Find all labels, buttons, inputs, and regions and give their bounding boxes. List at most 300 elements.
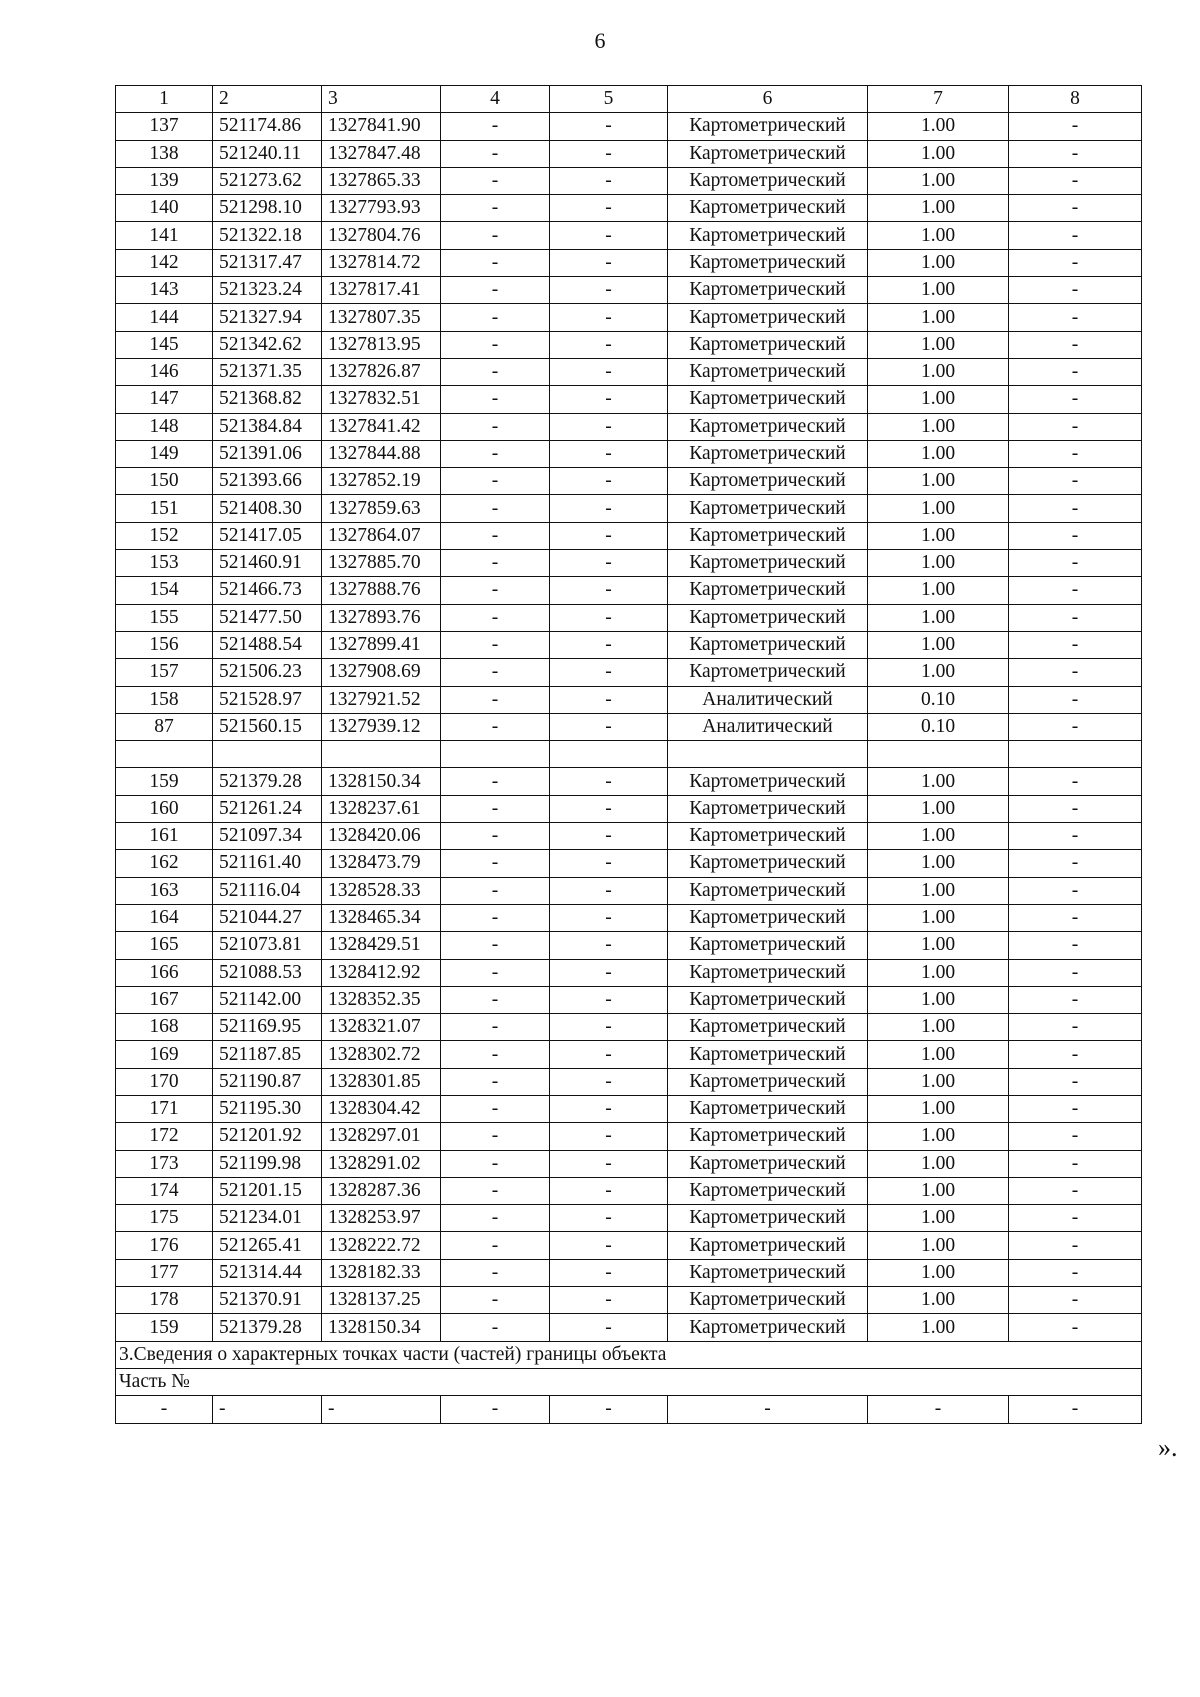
table-cell: 149 [116,440,213,467]
table-cell: 1.00 [868,495,1009,522]
table-cell: 1328150.34 [322,768,441,795]
part-label-row [116,1368,1142,1395]
table-cell: - [1009,413,1142,440]
table-cell: 8 [1009,86,1142,113]
table-cell: 1327888.76 [322,577,441,604]
table-cell: - [441,1287,550,1314]
table-cell: 521273.62 [213,167,322,194]
table-cell: 1328237.61 [322,795,441,822]
table-cell: 1.00 [868,1150,1009,1177]
table-cell: 521371.35 [213,358,322,385]
table-cell: - [441,850,550,877]
table-cell: 178 [116,1287,213,1314]
table-cell: 153 [116,550,213,577]
table-cell: - [1009,577,1142,604]
table-cell: 1 [116,86,213,113]
table-cell: 1.00 [868,659,1009,686]
table-cell: Картометрический [668,795,868,822]
table-cell: 1.00 [868,331,1009,358]
table-cell: - [550,1396,668,1423]
table-cell: 3 [322,86,441,113]
table-cell: - [1009,1123,1142,1150]
table-cell: 521317.47 [213,249,322,276]
table-cell: - [1009,823,1142,850]
table-cell: 1328222.72 [322,1232,441,1259]
table-cell: - [550,1123,668,1150]
table-cell: 2 [213,86,322,113]
table-cell: 142 [116,249,213,276]
table-row [116,604,1142,631]
table-cell [868,741,1009,768]
table-cell: - [1009,304,1142,331]
table-cell: 141 [116,222,213,249]
table-cell: 1328352.35 [322,986,441,1013]
table-cell: 1328287.36 [322,1177,441,1204]
table-cell: Картометрический [668,904,868,931]
table-cell [1009,741,1142,768]
table-cell: 521195.30 [213,1095,322,1122]
table-cell: Картометрический [668,1095,868,1122]
table-cell: - [213,1396,322,1423]
table-cell: 168 [116,1014,213,1041]
table-cell: - [441,959,550,986]
table-row [116,932,1142,959]
table-cell: 143 [116,277,213,304]
table-cell: 521506.23 [213,659,322,686]
table-cell: - [1009,1287,1142,1314]
table-cell: 166 [116,959,213,986]
table-cell: - [550,823,668,850]
table-cell: 521201.15 [213,1177,322,1204]
table-row [116,1232,1142,1259]
table-cell: 158 [116,686,213,713]
table-cell: - [550,959,668,986]
table-cell: 1328412.92 [322,959,441,986]
table-cell: - [1009,468,1142,495]
table-cell: - [441,823,550,850]
table-cell: Картометрический [668,823,868,850]
table-cell: - [1009,1068,1142,1095]
table-cell: - [1009,358,1142,385]
table-cell: 521088.53 [213,959,322,986]
table-cell: 1.00 [868,1041,1009,1068]
table-cell: 177 [116,1259,213,1286]
table-cell: 1.00 [868,249,1009,276]
table-cell: - [441,1014,550,1041]
table-cell: - [441,413,550,440]
table-row [116,768,1142,795]
table-cell: - [441,1396,550,1423]
table-cell: - [1009,795,1142,822]
table-cell: - [1009,713,1142,740]
table-cell: 173 [116,1150,213,1177]
coordinates-table [115,85,1142,1424]
table-cell: 1.00 [868,904,1009,931]
table-cell: - [550,222,668,249]
table-cell: 6 [668,86,868,113]
table-cell: 1.00 [868,113,1009,140]
table-cell: 1327844.88 [322,440,441,467]
table-row [116,468,1142,495]
table-cell: Картометрический [668,577,868,604]
table-cell: - [441,440,550,467]
table-cell: 1327793.93 [322,195,441,222]
table-cell: 1.00 [868,277,1009,304]
table-cell: - [441,904,550,931]
table-cell: 1.00 [868,140,1009,167]
table-cell: 7 [868,86,1009,113]
table-row [116,331,1142,358]
table-cell: 1328291.02 [322,1150,441,1177]
table-cell: 1327939.12 [322,713,441,740]
table-cell: 1.00 [868,850,1009,877]
table-cell: 1327885.70 [322,550,441,577]
table-cell: 521142.00 [213,986,322,1013]
table-cell: 521199.98 [213,1150,322,1177]
table-cell: 521322.18 [213,222,322,249]
table-cell: 1.00 [868,550,1009,577]
table-cell: 1.00 [868,986,1009,1013]
table-row [116,140,1142,167]
table-row [116,222,1142,249]
table-cell: Картометрический [668,1314,868,1341]
table-cell: - [441,140,550,167]
table-cell: 1327832.51 [322,386,441,413]
table-cell: 139 [116,167,213,194]
table-cell: 1327841.42 [322,413,441,440]
separator-row [116,741,1142,768]
table-cell: - [550,522,668,549]
table-cell: 1.00 [868,1259,1009,1286]
table-row [116,1205,1142,1232]
table-cell: 0.10 [868,713,1009,740]
table-cell: 138 [116,140,213,167]
table-cell: 521379.28 [213,1314,322,1341]
table-cell: - [550,277,668,304]
table-row [116,495,1142,522]
table-cell: 1328429.51 [322,932,441,959]
table-cell: 163 [116,877,213,904]
table-cell: 152 [116,522,213,549]
table-cell: 1327814.72 [322,249,441,276]
table-row [116,577,1142,604]
table-row [116,713,1142,740]
table-cell: 160 [116,795,213,822]
table-cell: 521169.95 [213,1014,322,1041]
table-cell: 1327908.69 [322,659,441,686]
table-cell: Картометрический [668,631,868,658]
table-cell: 147 [116,386,213,413]
table-cell: Картометрический [668,850,868,877]
table-cell: - [1009,850,1142,877]
table-cell: Картометрический [668,331,868,358]
table-cell: - [441,1095,550,1122]
table-cell: 159 [116,768,213,795]
table-cell: - [550,140,668,167]
table-cell: 1328302.72 [322,1041,441,1068]
table-cell: - [550,1287,668,1314]
table-row [116,167,1142,194]
table-cell: 521477.50 [213,604,322,631]
table-cell: 1327841.90 [322,113,441,140]
table-cell: Картометрический [668,932,868,959]
table-cell: 1.00 [868,304,1009,331]
table-cell: 521174.86 [213,113,322,140]
table-cell: 1328301.85 [322,1068,441,1095]
closing-quote-mark: ». [1158,1433,1178,1462]
table-cell: - [441,932,550,959]
table-cell: 1.00 [868,932,1009,959]
table-cell: - [441,577,550,604]
table-row [116,850,1142,877]
table-cell: 521073.81 [213,932,322,959]
table-cell: 1327847.48 [322,140,441,167]
table-cell: - [550,304,668,331]
table-cell: - [550,440,668,467]
table-cell: 1.00 [868,795,1009,822]
part-row [116,1396,1142,1423]
table-cell: Картометрический [668,413,868,440]
table-cell: 521327.94 [213,304,322,331]
table-cell: 159 [116,1314,213,1341]
table-cell: 521393.66 [213,468,322,495]
table-row [116,686,1142,713]
table-cell: 521391.06 [213,440,322,467]
table-cell: - [441,1068,550,1095]
table-cell: 137 [116,113,213,140]
table-cell: - [1009,1041,1142,1068]
table-cell: 521314.44 [213,1259,322,1286]
table-cell: - [550,1014,668,1041]
table-cell: - [441,222,550,249]
table-cell: 148 [116,413,213,440]
table-cell: Картометрический [668,1259,868,1286]
table-cell: - [116,1396,213,1423]
table-cell: - [550,1314,668,1341]
table-cell: Картометрический [668,277,868,304]
table-cell: - [868,1396,1009,1423]
table-cell: 521298.10 [213,195,322,222]
table-cell: - [550,386,668,413]
table-cell: 154 [116,577,213,604]
table-cell: 521323.24 [213,277,322,304]
table-cell: 167 [116,986,213,1013]
table-cell: 161 [116,823,213,850]
table-cell: 1.00 [868,959,1009,986]
table-cell: - [1009,1396,1142,1423]
table-row [116,386,1142,413]
table-cell: 521187.85 [213,1041,322,1068]
table-cell: - [550,1150,668,1177]
table-cell: 521097.34 [213,823,322,850]
table-cell: - [441,986,550,1013]
table-cell: 1327865.33 [322,167,441,194]
table-cell: Картометрический [668,167,868,194]
table-cell: 87 [116,713,213,740]
table-cell: Картометрический [668,222,868,249]
table-cell: 1327813.95 [322,331,441,358]
table-cell: - [1009,167,1142,194]
table-cell: - [550,604,668,631]
table-cell: - [441,468,550,495]
table-cell: Картометрический [668,1123,868,1150]
table-cell: - [668,1396,868,1423]
table-cell: 175 [116,1205,213,1232]
table-cell: - [550,1259,668,1286]
table-row [116,904,1142,931]
table-cell: 156 [116,631,213,658]
table-cell: Картометрический [668,195,868,222]
table-cell: - [441,167,550,194]
table-row [116,1095,1142,1122]
table-cell: - [1009,659,1142,686]
table-cell: - [1009,904,1142,931]
table-cell: 1.00 [868,1095,1009,1122]
table-cell: 1328321.07 [322,1014,441,1041]
table-row [116,1123,1142,1150]
table-cell: Картометрический [668,768,868,795]
table-cell: - [550,1041,668,1068]
table-cell: - [1009,140,1142,167]
table-cell: - [1009,550,1142,577]
table-cell: Аналитический [668,686,868,713]
table-cell: - [1009,113,1142,140]
table-cell: - [1009,495,1142,522]
table-cell: 155 [116,604,213,631]
table-cell: - [441,877,550,904]
table-cell: 1.00 [868,167,1009,194]
table-cell: 1.00 [868,577,1009,604]
table-cell: - [1009,986,1142,1013]
table-row [116,1259,1142,1286]
table-cell: - [1009,768,1142,795]
table-cell: - [1009,1205,1142,1232]
table-cell: 1.00 [868,1177,1009,1204]
table-row [116,522,1142,549]
table-cell: 1.00 [868,877,1009,904]
table-cell: - [550,713,668,740]
table-cell: Картометрический [668,1205,868,1232]
table-cell: 521044.27 [213,904,322,931]
table-cell: 521460.91 [213,550,322,577]
table-cell: 1.00 [868,468,1009,495]
table-cell: - [441,277,550,304]
table-row [116,413,1142,440]
table-cell: 521384.84 [213,413,322,440]
table-row [116,550,1142,577]
table-row [116,1177,1142,1204]
table-cell: 165 [116,932,213,959]
table-cell: 521201.92 [213,1123,322,1150]
table-row [116,195,1142,222]
table-cell: - [550,686,668,713]
table-cell [116,741,213,768]
table-cell: Аналитический [668,713,868,740]
table-cell: Картометрический [668,140,868,167]
table-cell: 1328137.25 [322,1287,441,1314]
table-row [116,877,1142,904]
table-cell: 1327864.07 [322,522,441,549]
table-cell: 146 [116,358,213,385]
table-cell: - [441,522,550,549]
table-cell: Картометрический [668,877,868,904]
table-cell: - [441,1123,550,1150]
table-cell: - [550,904,668,931]
table-cell: 521190.87 [213,1068,322,1095]
table-cell: - [550,768,668,795]
table-cell: - [441,304,550,331]
table-cell: - [1009,959,1142,986]
table-cell: - [1009,522,1142,549]
table-cell [668,741,868,768]
table-cell: - [1009,222,1142,249]
table-cell: 169 [116,1041,213,1068]
table-row [116,795,1142,822]
table-cell: 521161.40 [213,850,322,877]
table-cell: 1327899.41 [322,631,441,658]
table-cell: - [550,659,668,686]
table-cell [550,741,668,768]
table-cell: 1.00 [868,1287,1009,1314]
table-cell: - [1009,1095,1142,1122]
table-cell: - [1009,1314,1142,1341]
table-row [116,659,1142,686]
table-cell: - [441,768,550,795]
table-cell: 1328150.34 [322,1314,441,1341]
table-cell: 140 [116,195,213,222]
table-cell: Картометрический [668,304,868,331]
table-cell: 521488.54 [213,631,322,658]
table-cell: 1.00 [868,222,1009,249]
table-cell: Картометрический [668,1041,868,1068]
table-cell: 1327852.19 [322,468,441,495]
table-cell: - [441,631,550,658]
table-cell: 5 [550,86,668,113]
part-label: Часть № [116,1368,1142,1395]
table-cell: 171 [116,1095,213,1122]
table-cell: Картометрический [668,358,868,385]
table-cell: 1328473.79 [322,850,441,877]
table-cell: Картометрический [668,1150,868,1177]
table-cell: - [550,1068,668,1095]
table-cell: 1327893.76 [322,604,441,631]
table-cell: 1.00 [868,413,1009,440]
table-cell: - [441,358,550,385]
table-cell: 1328253.97 [322,1205,441,1232]
table-cell: - [550,986,668,1013]
table-cell: 144 [116,304,213,331]
table-cell: Картометрический [668,495,868,522]
table-cell: 521368.82 [213,386,322,413]
table-cell: - [441,495,550,522]
table-cell: - [550,932,668,959]
table-cell: 1.00 [868,440,1009,467]
table-cell: 521265.41 [213,1232,322,1259]
table-cell: 1.00 [868,1205,1009,1232]
table-cell: Картометрический [668,468,868,495]
table-row [116,1150,1142,1177]
table-row [116,358,1142,385]
table-cell: 1328304.42 [322,1095,441,1122]
table-cell: - [441,1232,550,1259]
table-cell: - [441,713,550,740]
table-cell: - [1009,1232,1142,1259]
table-cell: 521560.15 [213,713,322,740]
table-row [116,986,1142,1013]
table-cell: 521116.04 [213,877,322,904]
table-cell: - [550,167,668,194]
table-cell: - [550,1177,668,1204]
